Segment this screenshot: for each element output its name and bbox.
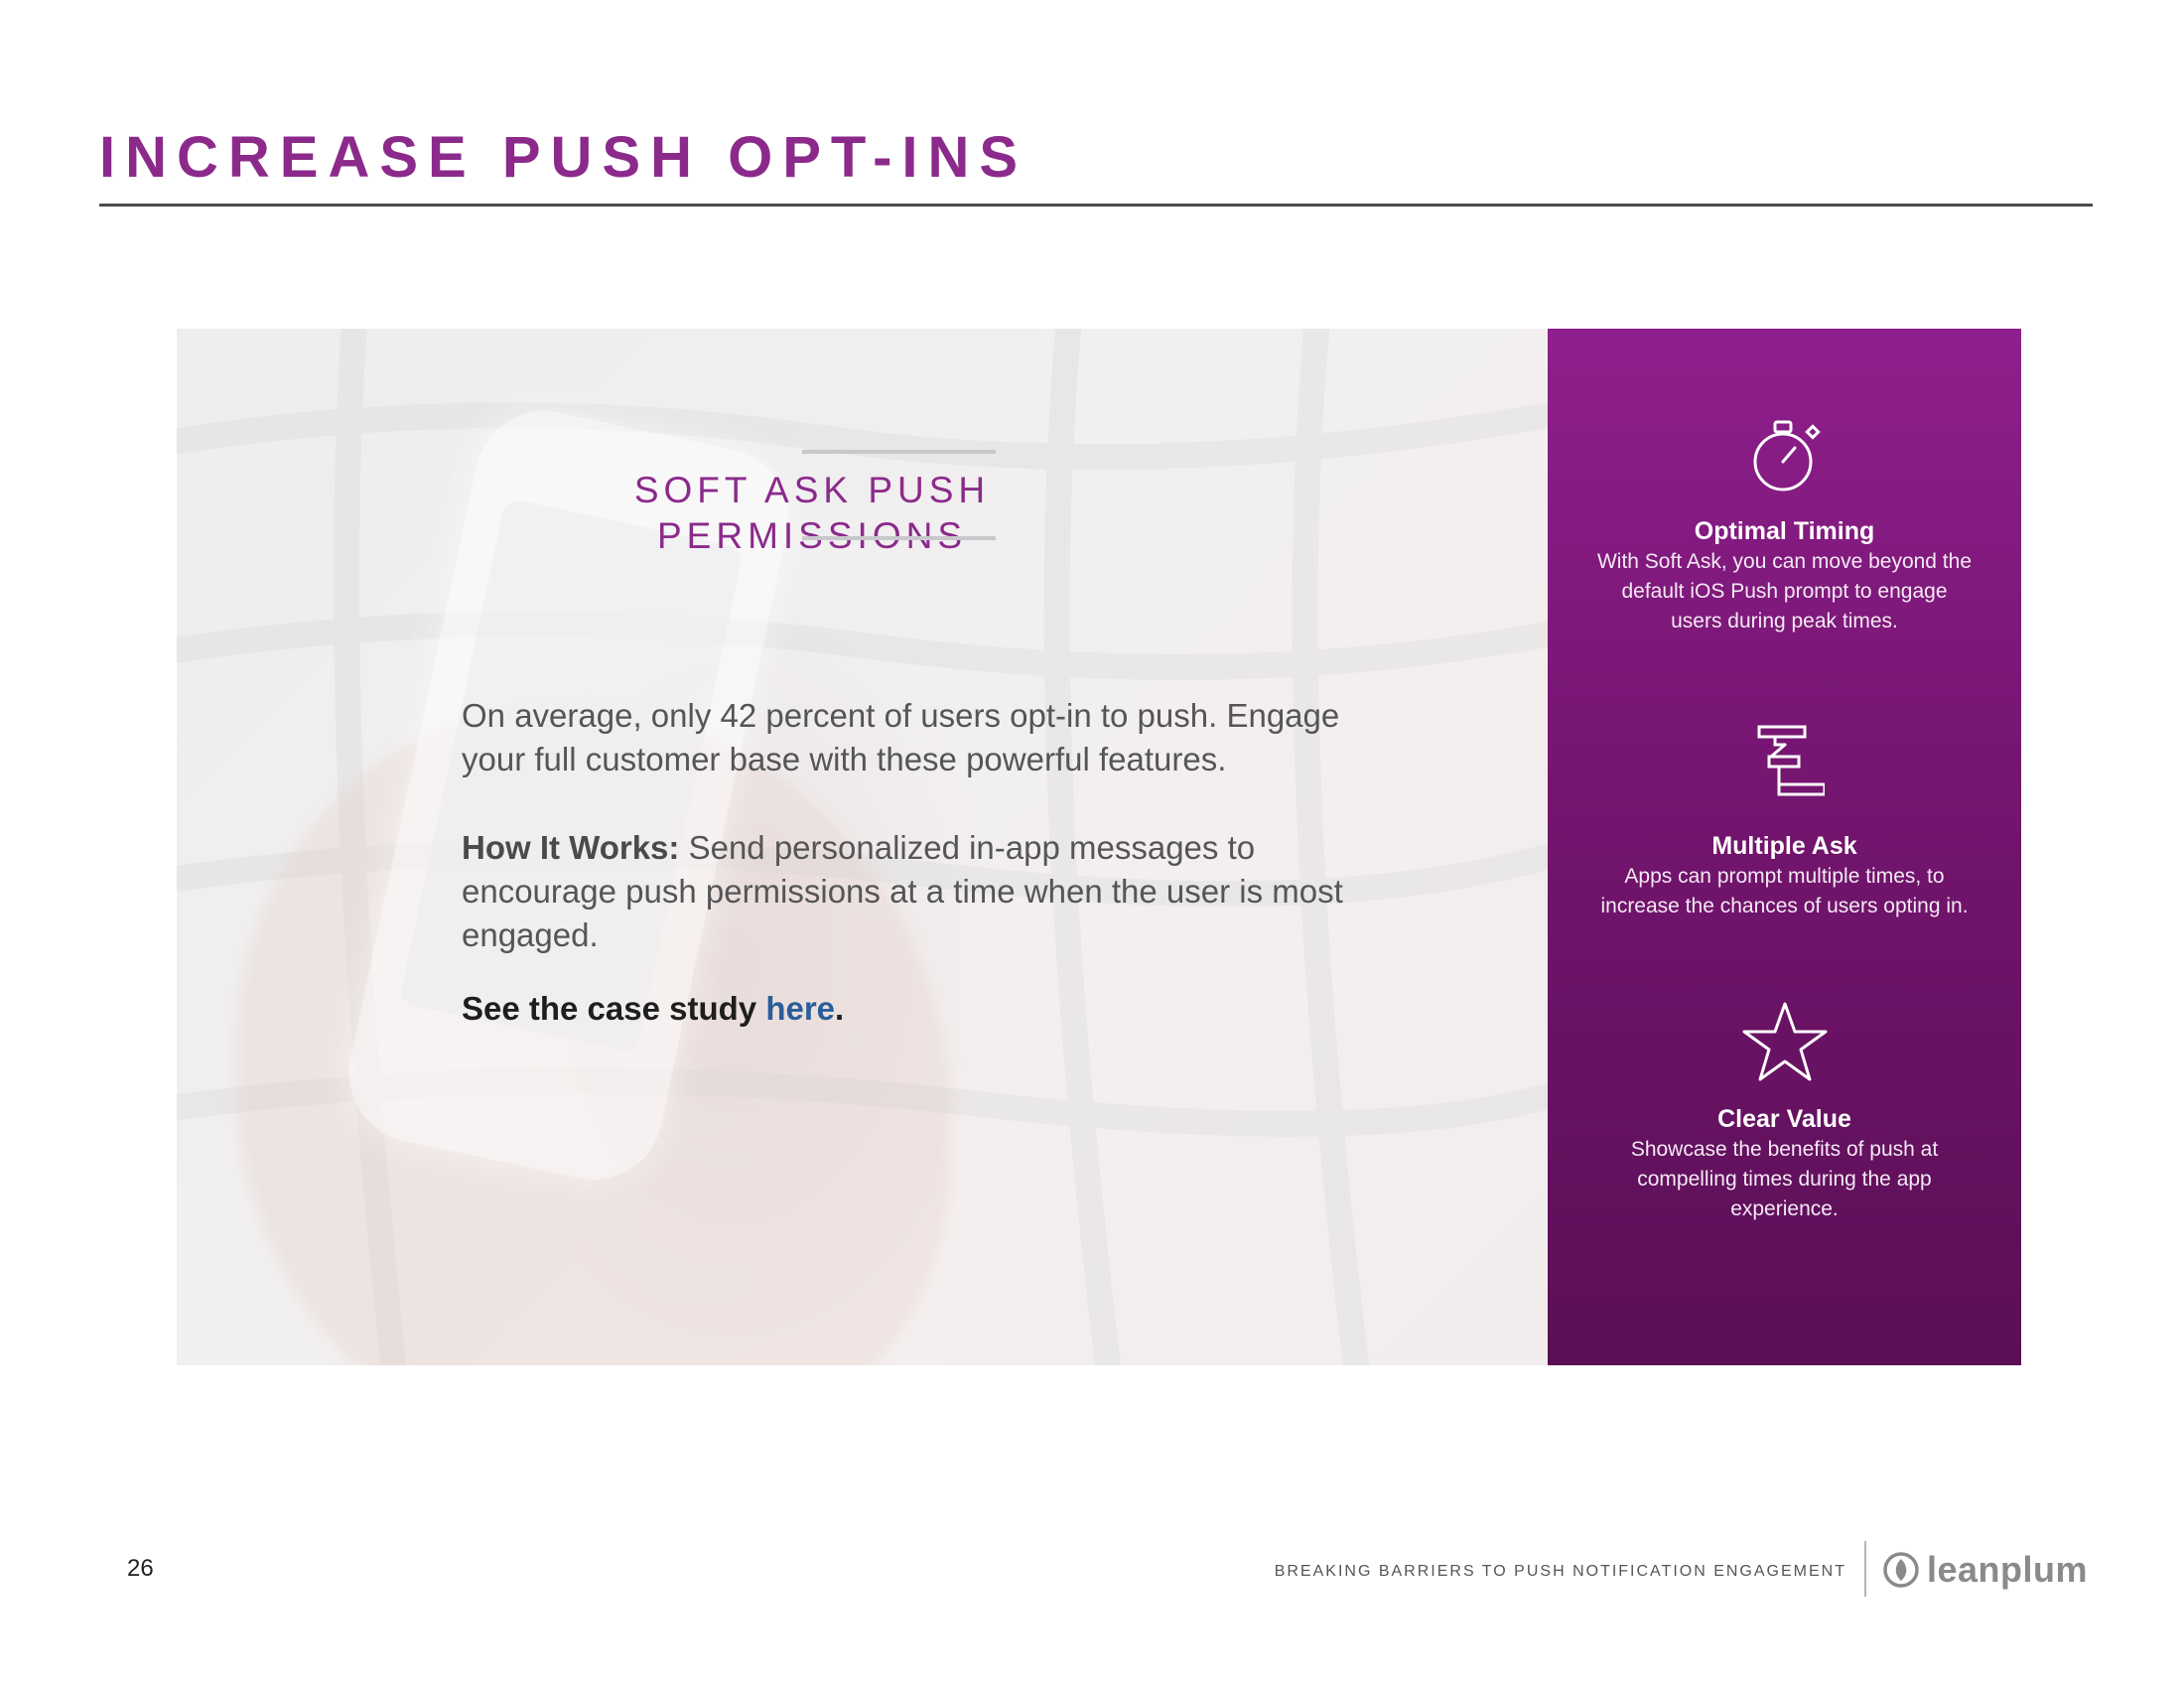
stopwatch-icon (1745, 416, 1825, 495)
feature-title: Clear Value (1717, 1105, 1851, 1133)
leanplum-logo-icon (1881, 1550, 1921, 1590)
title-decoration-top (802, 450, 996, 454)
case-study-suffix: . (835, 990, 845, 1027)
feature-description: With Soft Ask, you can move beyond the default iOS Push prompt to engage users during peak times. (1596, 550, 1973, 633)
page-number: 26 (127, 1555, 154, 1582)
how-it-works-paragraph (462, 826, 1375, 957)
multiple-ask-icon (1745, 723, 1825, 808)
brand-name: leanplum (1927, 1549, 2089, 1590)
feature-title: Multiple Ask (1711, 832, 1857, 860)
case-study-prefix: See the case study (462, 990, 766, 1027)
hero-panel (177, 329, 1548, 1365)
case-study-line (462, 987, 1375, 1031)
feature-description: Apps can prompt multiple times, to increase the chances of users opting in. (1600, 865, 1969, 917)
intro-paragraph: On average, only 42 percent of users opt-in to push. Engage your full customer base with these powerful features. (462, 697, 1340, 777)
brand-logo (1881, 1549, 2088, 1591)
features-sidebar (1548, 329, 2021, 1365)
body-copy (462, 694, 1375, 1031)
title-divider (99, 204, 2093, 207)
page-title: INCREASE PUSH OPT-INS (99, 125, 1028, 190)
section-title: SOFT ASK PUSH PERMISSIONS (633, 470, 991, 556)
title-decoration-bottom (802, 536, 996, 540)
feature-title: Optimal Timing (1694, 517, 1875, 545)
footer-document-title: BREAKING BARRIERS TO PUSH NOTIFICATION ENGAGEMENT (1274, 1563, 1846, 1580)
feature-description: Showcase the benefits of push at compelling times during the app experience. (1630, 1138, 1939, 1220)
footer-divider (1864, 1541, 1866, 1597)
case-study-link[interactable]: here (765, 990, 836, 1027)
how-it-works-label: How It Works: (462, 829, 680, 866)
star-icon (1740, 1000, 1830, 1083)
feature-optimal-timing (1548, 416, 2021, 636)
feature-clear-value (1548, 1000, 2021, 1224)
feature-multiple-ask (1548, 723, 2021, 921)
how-it-works-text: Send personalized in-app messages to encourage push permissions at a time when the user is most engaged. (462, 829, 1343, 953)
